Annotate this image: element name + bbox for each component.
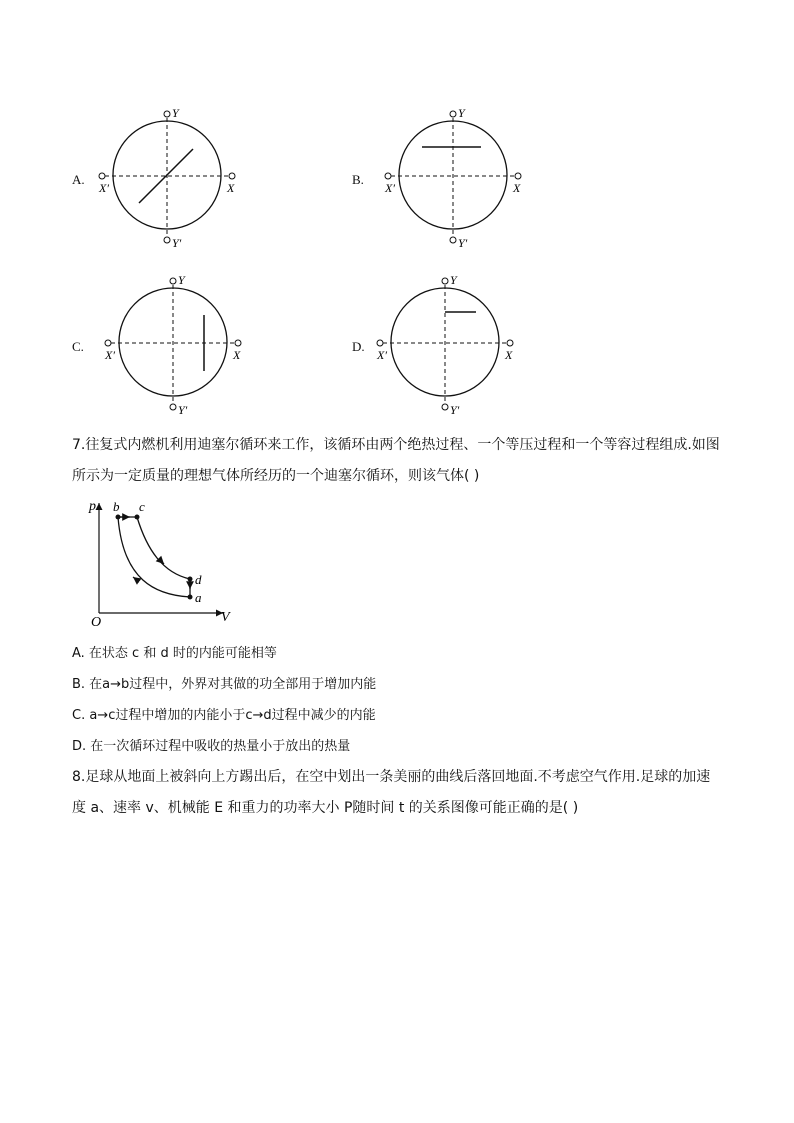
svg-text:X: X — [227, 181, 235, 195]
svg-text:Y: Y — [178, 273, 185, 287]
option-d-label: D. — [352, 339, 365, 354]
q7-line2: 所示为一定质量的理想气体所经历的一个迪塞尔循环，则该气体( ) — [72, 468, 480, 484]
svg-text:X′: X′ — [99, 181, 109, 195]
diesel-cycle-graph — [85, 495, 235, 630]
svg-text:X′: X′ — [377, 348, 387, 362]
svg-text:Y′: Y′ — [172, 236, 182, 250]
svg-text:V: V — [221, 610, 230, 625]
oscilloscope-c — [101, 272, 251, 417]
oscilloscope-d — [373, 272, 523, 417]
svg-text:Y: Y — [172, 106, 179, 120]
q8-line1: 8.足球从地面上被斜向上方踢出后，在空中划出一条美丽的曲线后落回地面.不考虑空气作用.足球的加速 — [72, 769, 711, 785]
svg-text:O: O — [91, 615, 102, 630]
svg-text:d: d — [195, 572, 202, 587]
option-c-label: C. — [72, 339, 84, 354]
svg-text:X′: X′ — [385, 181, 395, 195]
svg-text:Y′: Y′ — [450, 403, 460, 417]
svg-text:Y′: Y′ — [178, 403, 188, 417]
svg-text:c: c — [139, 499, 145, 514]
svg-text:X′: X′ — [105, 348, 115, 362]
svg-text:Y: Y — [458, 106, 465, 120]
q7-option-d: D. 在一次循环过程中吸收的热量小于放出的热量 — [72, 739, 351, 754]
option-b-label: B. — [352, 172, 364, 187]
q8-line2: 度 a、速率 v、机械能 E 和重力的功率大小 P随时间 t 的关系图像可能正确的是( ) — [72, 800, 579, 816]
svg-text:b: b — [113, 499, 120, 514]
svg-text:X: X — [505, 348, 513, 362]
q7-option-c: C. a→c过程中增加的内能小于c→d过程中减少的内能 — [72, 708, 376, 723]
svg-text:X: X — [513, 181, 521, 195]
svg-text:p: p — [89, 499, 96, 514]
svg-text:X: X — [233, 348, 241, 362]
q7-line1: 7.往复式内燃机利用迪塞尔循环来工作，该循环由两个绝热过程、一个等压过程和一个等容过程组成.如图 — [72, 437, 720, 453]
q7-option-b: B. 在a→b过程中，外界对其做的功全部用于增加内能 — [72, 677, 377, 692]
option-a-label: A. — [72, 172, 85, 187]
svg-text:Y: Y — [450, 273, 457, 287]
oscilloscope-b — [381, 105, 531, 250]
svg-text:a: a — [195, 590, 202, 605]
svg-text:Y′: Y′ — [458, 236, 468, 250]
oscilloscope-a — [95, 105, 245, 250]
q7-option-a: A. 在状态 c 和 d 时的内能可能相等 — [72, 646, 277, 661]
